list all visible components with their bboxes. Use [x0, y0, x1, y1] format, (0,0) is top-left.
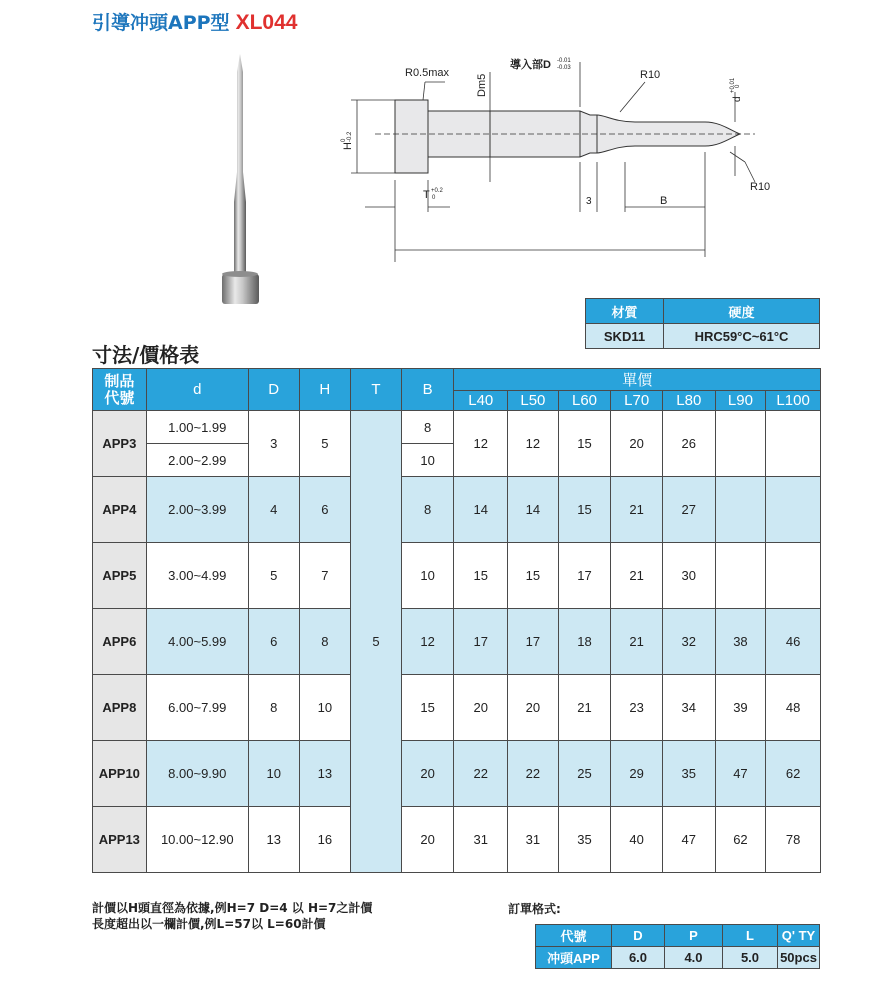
price-table: [92, 368, 821, 873]
label-h-up: 0: [341, 138, 347, 142]
product-code: APP13: [93, 807, 147, 873]
B-value: 15: [401, 675, 454, 741]
label-r05: R0.5max: [405, 67, 450, 79]
hardness-value: HRC59°C~61°C: [664, 324, 820, 349]
price-cell: 35: [558, 807, 611, 873]
price-cell: 21: [611, 543, 663, 609]
price-col-l80: L80: [662, 391, 715, 411]
order-value: 4.0: [665, 947, 723, 969]
dimension-drawing: [335, 52, 805, 267]
B-value: 8: [401, 477, 454, 543]
hardness-header: 硬度: [664, 299, 820, 324]
product-code: APP10: [93, 741, 147, 807]
price-cell: 23: [611, 675, 663, 741]
order-value: 5.0: [723, 947, 778, 969]
price-cell: 15: [558, 477, 611, 543]
B-value: 10: [401, 543, 454, 609]
price-cell: [766, 543, 821, 609]
D-value: 10: [248, 741, 299, 807]
price-header: 單價: [454, 369, 821, 391]
punch-photo: [210, 52, 270, 310]
price-cell: 22: [508, 741, 559, 807]
price-cell: 26: [662, 411, 715, 477]
B-value: 10: [401, 444, 454, 477]
price-col-l40: L40: [454, 391, 508, 411]
label-t: T: [423, 189, 430, 201]
price-cell: [766, 411, 821, 477]
note-line: 長度超出以一欄計價,例L=57以 L=60計價: [92, 917, 326, 931]
price-cell: 62: [715, 807, 766, 873]
label-b: B: [660, 195, 668, 207]
D-value: 4: [248, 477, 299, 543]
H-value: 5: [299, 411, 351, 477]
price-cell: 15: [454, 543, 508, 609]
table-row: [93, 543, 821, 576]
B-value: 20: [401, 807, 454, 873]
label-h: H: [342, 142, 354, 150]
table-row: [93, 807, 821, 840]
col-d-header: d: [146, 369, 248, 411]
product-code: APP4: [93, 477, 147, 543]
price-col-l100: L100: [766, 391, 821, 411]
B-value: 12: [401, 609, 454, 675]
label-h-dn: -0.2: [347, 131, 353, 142]
label-r10-top: R10: [640, 69, 661, 81]
D-value: 8: [248, 675, 299, 741]
price-cell: 14: [508, 477, 559, 543]
table-row: [93, 741, 821, 774]
label-dm5: Dm5: [476, 73, 488, 97]
D-value: 3: [248, 411, 299, 477]
col-D-header: D: [248, 369, 299, 411]
d-range: 3.00~4.99: [146, 543, 248, 609]
material-header: 材質: [586, 299, 664, 324]
price-col-l90: L90: [715, 391, 766, 411]
D-value: 5: [248, 543, 299, 609]
price-cell: 30: [662, 543, 715, 609]
price-cell: [715, 411, 766, 477]
label-three: 3: [586, 196, 592, 207]
price-cell: [715, 477, 766, 543]
material-value: SKD11: [586, 324, 664, 349]
B-value: 20: [401, 741, 454, 807]
order-table: [535, 924, 820, 969]
order-header: 代號: [536, 925, 612, 947]
H-value: 6: [299, 477, 351, 543]
d-range: 1.00~1.99: [146, 411, 248, 444]
code-header: [93, 369, 147, 411]
price-cell: 22: [454, 741, 508, 807]
d-range: 10.00~12.90: [146, 807, 248, 873]
price-cell: 14: [454, 477, 508, 543]
table-row: [93, 675, 821, 708]
price-cell: 48: [766, 675, 821, 741]
order-header: Q' TY: [778, 925, 820, 947]
order-value: 冲頭APP: [536, 947, 612, 969]
notes: [92, 900, 372, 932]
H-value: 16: [299, 807, 351, 873]
price-cell: 21: [611, 477, 663, 543]
section-title: 寸法/價格表: [92, 343, 200, 367]
col-H-header: H: [299, 369, 351, 411]
price-cell: 12: [508, 411, 559, 477]
table-row: [93, 477, 821, 510]
code-header-l2: 代號: [104, 389, 135, 407]
material-table: [585, 298, 820, 349]
col-T-header: T: [351, 369, 402, 411]
label-d-tol-dn: 0: [735, 84, 741, 88]
note-line: 計價以H頭直徑為依據,例H=7 D=4 以 H=7之計價: [92, 901, 373, 915]
H-value: 7: [299, 543, 351, 609]
order-header: L: [723, 925, 778, 947]
T-value: 5: [351, 411, 402, 873]
price-cell: 15: [508, 543, 559, 609]
page-title: [92, 8, 297, 35]
price-cell: 47: [715, 741, 766, 807]
price-cell: 40: [611, 807, 663, 873]
price-cell: 27: [662, 477, 715, 543]
table-row: [93, 411, 821, 444]
title-text: 引導冲頭APP型: [92, 12, 230, 34]
table-row: [93, 609, 821, 642]
price-cell: 47: [662, 807, 715, 873]
order-value: 6.0: [612, 947, 665, 969]
price-cell: 21: [611, 609, 663, 675]
title-code: XL044: [235, 11, 298, 34]
price-cell: 32: [662, 609, 715, 675]
price-cell: [715, 543, 766, 609]
price-cell: 29: [611, 741, 663, 807]
col-B-header: B: [401, 369, 454, 411]
d-range: 4.00~5.99: [146, 609, 248, 675]
label-r10-bot: R10: [750, 181, 771, 193]
product-code: APP5: [93, 543, 147, 609]
price-cell: [766, 477, 821, 543]
price-cell: 17: [558, 543, 611, 609]
H-value: 8: [299, 609, 351, 675]
price-cell: 21: [558, 675, 611, 741]
label-lead-dn: -0.03: [557, 65, 571, 71]
price-cell: 39: [715, 675, 766, 741]
price-cell: 46: [766, 609, 821, 675]
d-range: 8.00~9.90: [146, 741, 248, 807]
product-code: APP8: [93, 675, 147, 741]
label-t-dn: 0: [432, 195, 436, 201]
price-col-l60: L60: [558, 391, 611, 411]
price-cell: 17: [454, 609, 508, 675]
price-col-l50: L50: [508, 391, 559, 411]
price-cell: 31: [508, 807, 559, 873]
price-cell: 17: [508, 609, 559, 675]
price-cell: 15: [558, 411, 611, 477]
order-label: 訂單格式:: [508, 902, 561, 916]
price-cell: 35: [662, 741, 715, 807]
label-lead-up: -0.01: [557, 58, 571, 64]
price-cell: 34: [662, 675, 715, 741]
price-cell: 78: [766, 807, 821, 873]
D-value: 6: [248, 609, 299, 675]
price-cell: 62: [766, 741, 821, 807]
product-code: APP6: [93, 609, 147, 675]
label-t-up: +0.2: [431, 188, 443, 194]
price-cell: 18: [558, 609, 611, 675]
code-header-l1: 制品: [104, 372, 135, 390]
price-cell: 31: [454, 807, 508, 873]
price-cell: 38: [715, 609, 766, 675]
price-col-l70: L70: [611, 391, 663, 411]
order-header: P: [665, 925, 723, 947]
price-cell: 25: [558, 741, 611, 807]
H-value: 10: [299, 675, 351, 741]
price-cell: 20: [454, 675, 508, 741]
order-value: 50pcs: [778, 947, 820, 969]
label-lead: 導入部D: [510, 59, 551, 71]
d-range: 2.00~3.99: [146, 477, 248, 543]
H-value: 13: [299, 741, 351, 807]
D-value: 13: [248, 807, 299, 873]
d-range: 6.00~7.99: [146, 675, 248, 741]
B-value: 8: [401, 411, 454, 444]
label-d-tol-up: +0.01: [730, 77, 736, 93]
order-header: D: [612, 925, 665, 947]
d-range: 2.00~2.99: [146, 444, 248, 477]
label-d-tol: d: [732, 96, 743, 102]
product-code: APP3: [93, 411, 147, 477]
price-cell: 20: [611, 411, 663, 477]
price-cell: 12: [454, 411, 508, 477]
price-cell: 20: [508, 675, 559, 741]
